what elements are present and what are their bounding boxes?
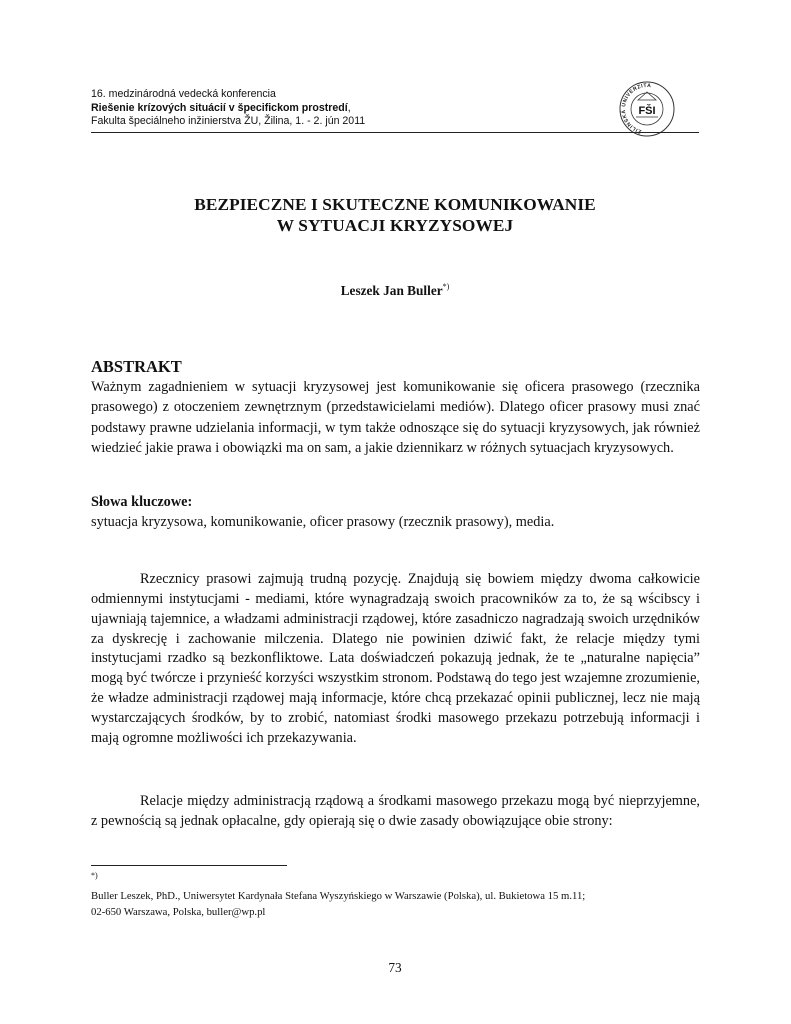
keywords-text: sytuacja kryzysowa, komunikowanie, oficer prasowy (rzecznik prasowy), media. bbox=[91, 514, 555, 530]
author-name: Leszek Jan Buller bbox=[340, 283, 443, 298]
footnote-marker: *) bbox=[91, 871, 98, 880]
header-conference-number: 16. medzinárodná vedecká konferencia bbox=[91, 88, 276, 100]
author-footnote-marker: *) bbox=[442, 282, 450, 291]
seal-ring-text: ŽILINSKÁ UNIVERZITA bbox=[620, 82, 652, 135]
paper-title-line2: W SYTUACJI KRYZYSOWEJ bbox=[276, 216, 514, 235]
university-seal-icon bbox=[616, 80, 678, 138]
header-title-comma: , bbox=[347, 101, 351, 114]
header-faculty-date: Fakulta špeciálneho inžinierstva ŽU, Žilina, 1. - 2. jún 2011 bbox=[91, 115, 366, 127]
header-conference-title: Riešenie krízových situácií v špecifickom prostredí bbox=[91, 101, 348, 114]
body-paragraph-2: Relacje między administracją rządową a środkami masowego przekazu mogą być nieprzyjemne, z pewnością są jednak opłacalne, gdy opierają się o dwie zasady obowiązujące obie strony: bbox=[91, 793, 700, 829]
footnote-divider bbox=[91, 865, 287, 866]
seal-center-text: FŠI bbox=[638, 105, 656, 117]
conference-header bbox=[91, 88, 706, 129]
footnote-text bbox=[91, 888, 711, 920]
body-paragraph-1: Rzecznicy prasowi zajmują trudną pozycję. Znajdują się bowiem między dwoma całkowicie odmiennymi instytucjami - mediami, które wynagradzają swoich pracowników za to, że są wścibscy i ujawniają tajemnice, a władzami administracji rządowej, które zasadniczo nagradzają swoich urzędników za dyskrecję i zachowanie milczenia. Dlatego nie powinien dziwić fakt, że relacje między tymi instytucjami rzadko są bezkonfliktowe. Lata doświadczeń pokazują jednak, że te „naturalne napięcia” mogą być twórcze i przynieść korzyści wszystkim stronom. Podstawą do tego jest wzajemne zrozumienie, że władze administracji rządowej mają informacje, które chcą przekazać opinii publicznej, lecz nie mają wystarczających środków, by to zrobić, natomiast środki masowego przekazu potrzebują informacji i mają ogromne możliwości ich przekazywania. bbox=[91, 571, 700, 746]
header-conference-name bbox=[91, 102, 706, 116]
paper-title bbox=[91, 194, 699, 236]
keywords-heading: Słowa kluczowe: bbox=[91, 494, 193, 510]
abstract-text: Ważnym zagadnieniem w sytuacji kryzysowej jest komunikowanie się oficera prasowego (rzecznika prasowego) z otoczeniem zewnętrznym (przedstawicielami mediów). Dlatego oficer prasowy musi znać podstawy prawne udzielania informacji, w tym także odnoszące się do sytuacji kryzysowych, jak również wiedzieć jakie prawa i obowiązki ma on sam, a jakie dziennikarz w różnych sytuacjach kryzysowych. bbox=[91, 379, 700, 457]
footnote-affiliation: Buller Leszek, PhD., Uniwersytet Kardynała Stefana Wyszyńskiego w Warszawie (Polska), ul. Bukietowa 15 m.11; bbox=[91, 890, 586, 902]
paper-title-line1: BEZPIECZNE I SKUTECZNE KOMUNIKOWANIE bbox=[194, 195, 596, 214]
author-line bbox=[91, 282, 699, 299]
page-number: 73 bbox=[388, 960, 402, 975]
header-divider bbox=[91, 132, 699, 133]
abstract-heading: ABSTRAKT bbox=[91, 357, 182, 376]
footnote-address: 02-650 Warszawa, Polska, buller@wp.pl bbox=[91, 906, 266, 918]
